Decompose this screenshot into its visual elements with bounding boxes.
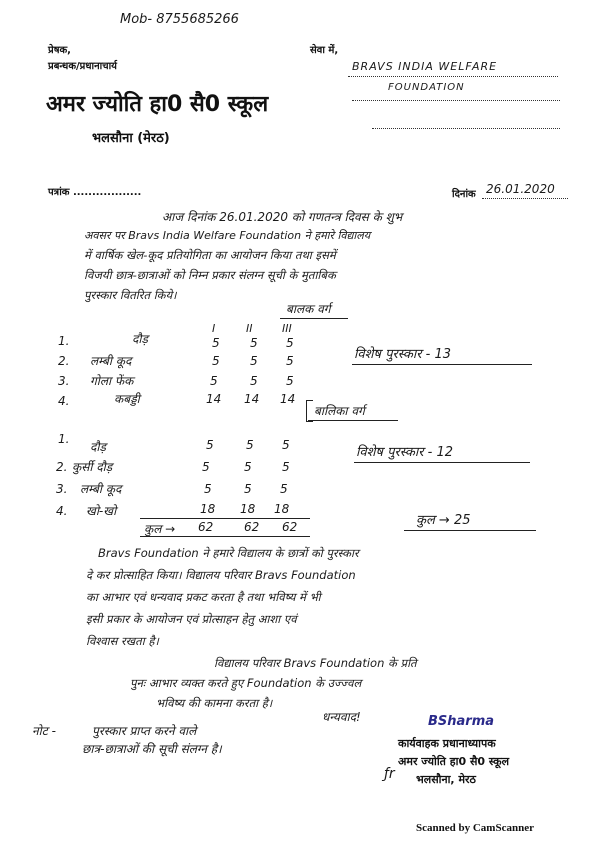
rank-header-1: I [212,322,216,335]
table-row-value: 14 [280,392,296,406]
table-row-value: 5 [286,336,294,350]
address-dotted-line-2 [352,100,560,101]
table-row-value: 18 [240,502,256,516]
scanner-watermark: Scanned by CamScanner [416,822,534,834]
date-value: 26.01.2020 [486,182,555,196]
date-dotted-line [482,198,568,199]
closing-line-3: का आभार एवं धन्यवाद प्रकट करता है तथा भविष्य में भी [86,590,321,604]
girls-heading-box-bottom [308,420,398,421]
table-row-value: 5 [206,438,214,452]
total-value-2: 62 [244,520,260,534]
table-row-value: 5 [250,374,258,388]
table-row-value: 18 [200,502,216,516]
table-row-event: कुर्सी दौड़ [72,460,113,474]
to-label: सेवा में, [310,45,339,56]
stamp-line-1: कार्यवाहक प्रधानाध्यापक [398,737,496,750]
table-row-num: 3. [56,482,68,496]
body-line-2: अवसर पर Bravs India Welfare Foundation ने हमारे विद्यालय [84,229,371,242]
table-row-event: कबड्डी [114,392,140,406]
table-row-value: 5 [286,354,294,368]
body-line-3: में वार्षिक खेल-कूद प्रतियोगिता का आयोजन किया तथा इसमें [84,248,336,262]
table-row-value: 5 [250,354,258,368]
sender-role: प्रबन्धक/प्रधानाचार्य [48,61,117,72]
total-value-3: 62 [282,520,298,534]
mobile-number: Mob- 8755685266 [120,12,239,27]
boys-special-underline [352,364,532,365]
table-row-value: 18 [274,502,290,516]
stamp-initials: ƒr [384,766,395,782]
table-row-event: गोला फेंक [90,374,134,388]
totals-top-rule [140,518,310,519]
addressee-line-2: FOUNDATION [388,82,465,93]
body-line-5: पुरस्कार वितरित किये। [84,288,177,302]
boys-heading-underline [280,318,348,319]
table-row-num: 2. [58,354,70,368]
closing-line-4: इसी प्रकार के आयोजन एवं प्रोत्साहन हेतु आशा एवं [86,612,297,626]
address-dotted-line-3 [372,128,560,129]
girls-heading: बालिका वर्ग [314,404,365,418]
school-name: अमर ज्योति हा0 सै0 स्कूल [46,92,269,117]
closing-line-5: विश्वास रखता है। [86,634,159,648]
table-row-num: 2. [56,460,68,474]
date-label: दिनांक [452,189,476,200]
closing-line-1: Bravs Foundation ने हमारे विद्यालय के छात्रों को पुरस्कार [98,546,359,560]
table-row-value: 5 [244,482,252,496]
address-dotted-line-1 [348,76,558,77]
total-right: कुल → 25 [416,513,471,528]
table-row-value: 5 [210,374,218,388]
closing-line-6: विद्यालय परिवार Bravs Foundation के प्रति [214,656,417,670]
girls-special-underline [354,462,530,463]
note-line-2: छात्र-छात्राओं की सूची संलग्न है। [82,742,222,756]
table-row-value: 5 [286,374,294,388]
closing-line-8: भविष्य की कामना करता है। [156,696,273,710]
table-row-value: 5 [212,336,220,350]
total-left-label: कुल → [144,522,176,536]
table-row-value: 14 [244,392,260,406]
table-row-event: दौड़ [90,440,106,454]
table-row-event: लम्बी कूद [80,482,122,496]
signature: BSharma [428,714,495,729]
table-row-event: खो-खो [86,504,117,518]
rank-header-3: III [282,322,292,335]
table-row-value: 5 [244,460,252,474]
thanks-text: धन्यवाद! [322,710,361,724]
note-label: नोट - [32,724,56,738]
school-place: भलसौना (मेरठ) [92,131,170,146]
closing-line-7: पुनः आभार व्यक्त करते हुए Foundation के उज्ज्वल [130,676,362,690]
totals-bottom-rule [140,536,310,537]
table-row-num: 3. [58,374,70,388]
girls-heading-bracket [306,400,313,422]
rank-header-2: II [246,322,253,335]
table-row-value: 14 [206,392,222,406]
table-row-value: 5 [212,354,220,368]
table-row-event: लम्बी कूद [90,354,132,368]
table-row-value: 5 [202,460,210,474]
body-line-1: आज दिनांक 26.01.2020 को गणतन्त्र दिवस के शुभ [162,210,403,224]
note-line-1: पुरस्कार प्राप्त करने वाले [92,724,197,738]
table-row-value: 5 [204,482,212,496]
table-row-value: 5 [280,482,288,496]
body-line-4: विजयी छात्र-छात्राओं को निम्न प्रकार संलग्न सूची के मुताबिक [84,268,336,282]
total-value-1: 62 [198,520,214,534]
boys-special-award: विशेष पुरस्कार - 13 [354,347,452,362]
boys-heading: बालक वर्ग [286,302,331,316]
reference-label: पत्रांक .................. [48,187,142,198]
girls-special-award: विशेष पुरस्कार - 12 [356,445,454,460]
table-row-num: 4. [56,504,68,518]
table-row-value: 5 [282,438,290,452]
stamp-line-2: अमर ज्योति हा0 सै0 स्कूल [398,755,510,768]
stamp-line-3: भलसौना, मेरठ [416,773,476,786]
table-row-num: 1. [58,432,70,446]
closing-line-2: दे कर प्रोत्साहित किया। विद्यालय परिवार Bravs Foundation [86,568,356,582]
total-right-underline [404,530,536,531]
table-row-value: 5 [246,438,254,452]
table-row-value: 5 [250,336,258,350]
table-row-event: दौड़ [132,332,148,346]
addressee-line-1: BRAVS INDIA WELFARE [352,60,498,73]
table-row-num: 1. [58,334,70,348]
sender-label: प्रेषक, [48,45,71,56]
table-row-num: 4. [58,394,70,408]
table-row-value: 5 [282,460,290,474]
